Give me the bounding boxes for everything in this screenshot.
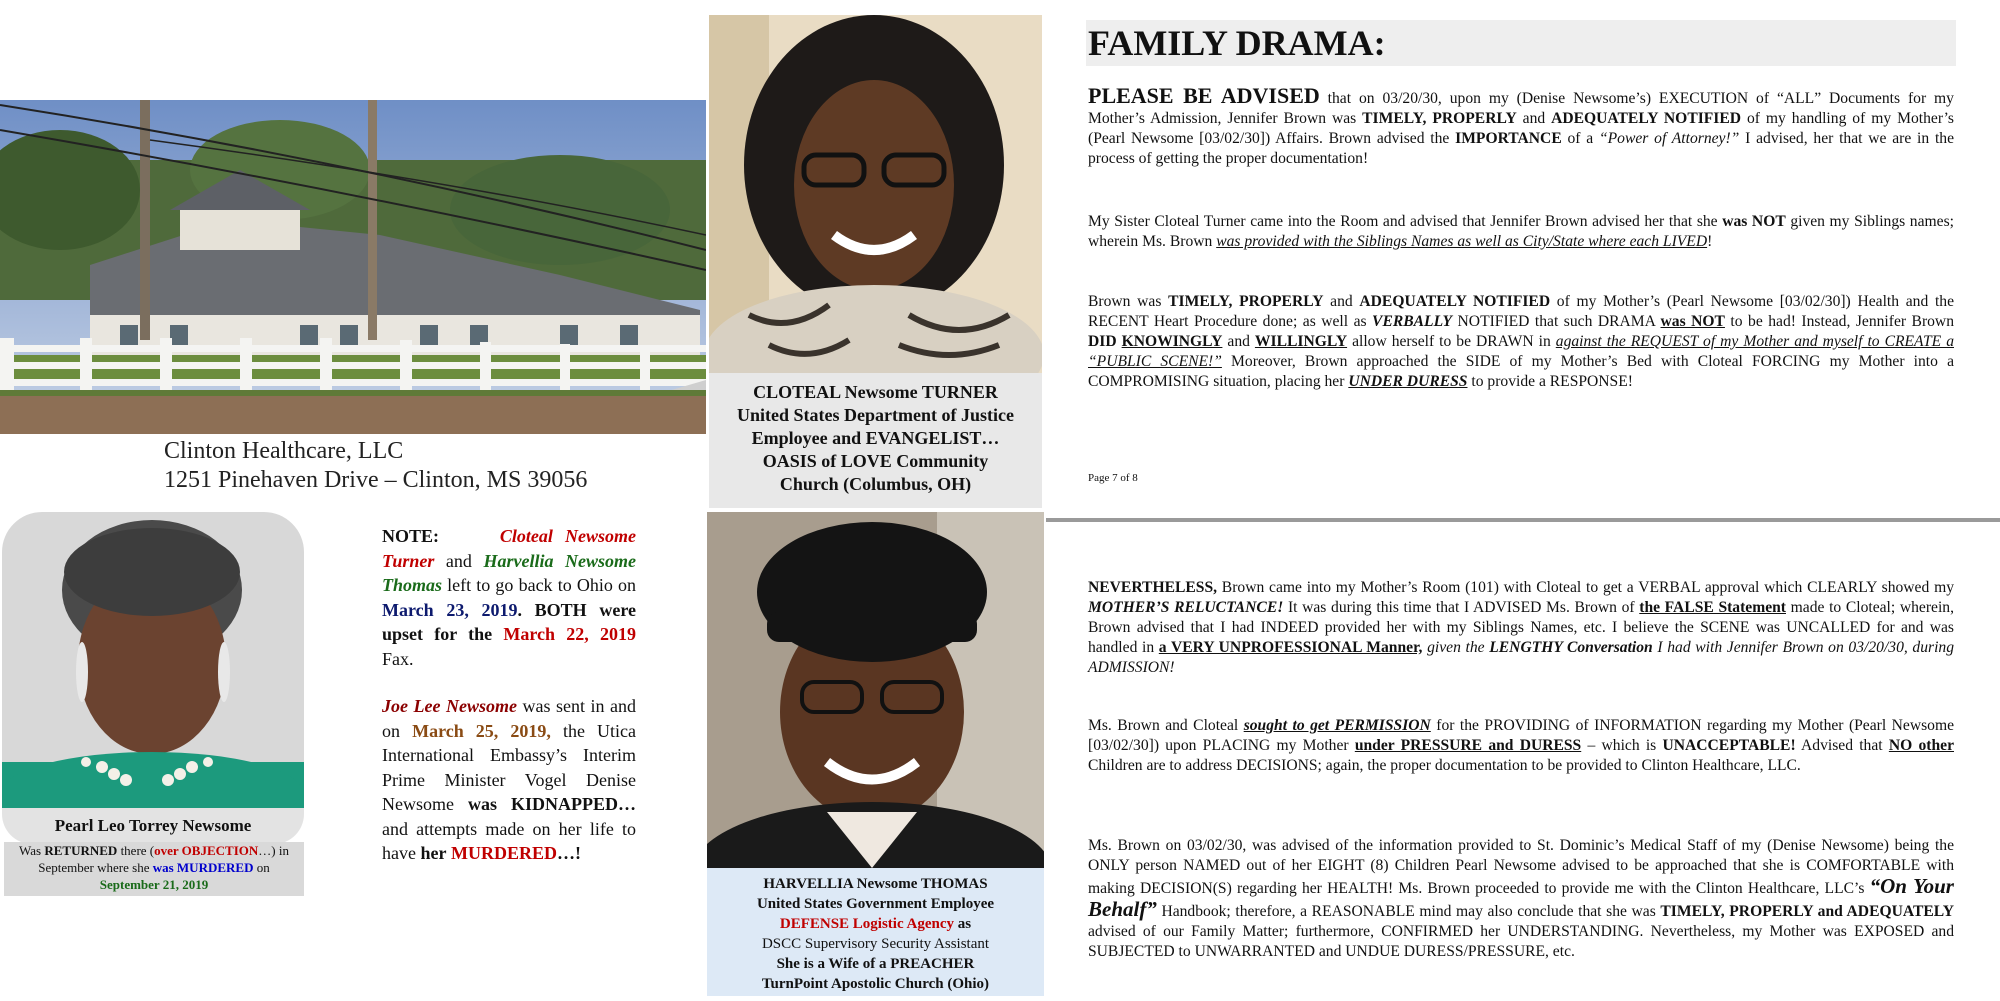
cloteal-line-4: OASIS of LOVE Community — [762, 451, 989, 471]
harvellia-line-1: HARVELLIA Newsome THOMAS — [763, 876, 988, 892]
page-title: FAMILY DRAMA: — [1086, 20, 1956, 66]
harvellia-line-4: DSCC Supervisory Security Assistant — [761, 936, 990, 952]
harvellia-line-5: She is a Wife of a PREACHER — [776, 956, 975, 972]
para-text: allow herself to be DRAWN in — [1347, 333, 1556, 350]
page2-paragraph-1 — [1088, 578, 1954, 678]
para-bold-underline: KNOWINGLY — [1121, 333, 1223, 350]
note-upset: . BOTH were upset for the — [382, 599, 636, 644]
para-text: Moreover, Brown approached the SIDE of my Mother’s Bed with Cloteal FORCING my Mother into a COMPROMISING situation, placing her — [1088, 353, 1954, 390]
para-bold-underline: under PRESSURE and DURESS — [1354, 737, 1582, 754]
note-murdered: MURDERED — [450, 843, 557, 863]
para-text: Advised that — [1795, 737, 1889, 754]
page1-paragraph-2 — [1088, 212, 1954, 252]
note-text: was sent in and on — [382, 696, 637, 741]
harvellia-agency: DEFENSE Logistic Agency — [779, 916, 955, 932]
cloteal-photo — [709, 15, 1042, 373]
page-number: Page 7 of 8 — [1088, 472, 1138, 484]
para-text: and — [1323, 293, 1360, 310]
pearl-name: Pearl Leo Torrey Newsome — [2, 808, 304, 844]
cloteal-line-5: Church (Columbus, OH) — [779, 474, 972, 494]
para-bold-underline: NO other — [1888, 737, 1954, 754]
pearl-note-returned: RETURNED — [44, 843, 118, 858]
please-be-advised: PLEASE BE ADVISED — [1088, 83, 1320, 108]
para-bold-underline: was NOT — [1660, 313, 1725, 330]
note-text: the Utica International Embassy’s Interim Prime Minister Vogel Denise Newsome — [382, 720, 637, 814]
facility-name: Clinton Healthcare, LLC — [164, 438, 404, 464]
para-bold-italic: VERBALLY — [1372, 313, 1453, 330]
para-text: of my handling of my Mother’s (Pearl Newsome [03/02/30]) Affairs. Brown advised the — [1088, 110, 1954, 147]
note-date-march22: March 22, 2019 — [503, 624, 636, 644]
para-bold: TIMELY, PROPERLY — [1362, 110, 1517, 127]
cloteal-line-1: CLOTEAL Newsome TURNER — [753, 382, 998, 402]
page1-paragraph-1 — [1088, 83, 1954, 169]
note-date-march23: March 23, 2019 — [382, 599, 518, 620]
para-bold-italic-underline: UNDER DURESS — [1348, 373, 1468, 390]
para-text: and — [1516, 110, 1552, 127]
pearl-note-murdered: was MURDERED — [152, 860, 254, 875]
pearl-portrait — [2, 512, 304, 808]
note-text: Fax. — [382, 648, 414, 669]
page-separator — [1046, 518, 2000, 522]
para-text: Ms. Brown and Cloteal — [1088, 717, 1244, 734]
para-text: Handbook; therefore, a REASONABLE mind may also conclude that she was — [1156, 903, 1661, 920]
para-italic: given the — [1422, 639, 1490, 656]
para-text: to be had! Instead, Jennifer Brown — [1724, 313, 1954, 330]
para-bold-italic: LENGTHY Conversation — [1489, 639, 1653, 656]
facility-address: 1251 Pinehaven Drive – Clinton, MS 39056 — [164, 467, 588, 493]
para-text: NOTIFIED that such DRAMA — [1452, 313, 1661, 330]
pearl-note-date: September 21, 2019 — [99, 877, 209, 892]
facility-caption — [150, 437, 706, 501]
cloteal-line-3: Employee and EVANGELIST… — [751, 428, 1000, 448]
note-cloteal: Cloteal Newsome Turner — [382, 526, 636, 571]
harvellia-line-2: United States Government Employee — [756, 896, 995, 912]
para-bold: was NOT — [1722, 213, 1786, 230]
para-bold-italic-underline: sought to get PERMISSION — [1243, 717, 1431, 734]
para-text: I advised, her that we are in the process of getting the proper documentation! — [1088, 130, 1954, 167]
facility-photo — [0, 100, 706, 434]
pearl-note — [4, 842, 304, 896]
note-harvellia: Harvellia Newsome Thomas — [382, 550, 636, 595]
note-her: her — [420, 843, 447, 863]
para-text: ! — [1707, 233, 1713, 250]
harvellia-line-6: TurnPoint Apostolic Church (Ohio) — [761, 976, 990, 992]
para-italic-underline: against the REQUEST of my Mother and myself to CREATE a “PUBLIC SCENE!” — [1088, 333, 1954, 370]
para-bold: ADEQUATELY NOTIFIED — [1359, 293, 1551, 310]
para-text: and — [1222, 333, 1255, 350]
note-end: …! — [556, 843, 581, 863]
para-text: of a — [1561, 130, 1599, 147]
para-text: of my Mother’s (Pearl Newsome [03/02/30]) Health and the RECENT Heart Procedure done; as well as — [1088, 293, 1955, 330]
note-text: and — [434, 550, 484, 571]
para-bold-underline: a VERY UNPROFESSIONAL Manner, — [1158, 639, 1423, 656]
pearl-note-text: …) in September where she — [38, 843, 289, 875]
harvellia-portrait — [707, 512, 1044, 868]
para-bold: ADEQUATELY NOTIFIED — [1551, 110, 1742, 127]
para-bold: IMPORTANCE — [1455, 130, 1562, 147]
para-text: made to Cloteal; wherein, Brown advised that I had INDEED provided her with my Siblings Names, etc. I believe the SCENE was UNCALLED for and was handled in — [1088, 599, 1954, 656]
pearl-note-objection: over OBJECTION — [154, 843, 259, 858]
cloteal-caption — [709, 373, 1042, 508]
para-text: Ms. Brown on 03/02/30, was advised of the information provided to St. Dominic’s Medical Staff of my (Denise Newsome) being the ONLY person NAMED out of her EIGHT (8) Children Pearl Newsome advised to be approached that she is COMFORTABLE with making DECISION(S) regarding her HEALTH! Ms. Brown proceeded to provide me with the Clinton Healthcare, LLC’s — [1088, 837, 1954, 897]
page2-paragraph-3 — [1088, 836, 1954, 962]
pearl-note-text: there ( — [117, 843, 155, 858]
harvellia-photo — [707, 512, 1044, 868]
facility-image — [0, 100, 706, 434]
para-text: It was during this time that I ADVISED Ms. Brown of — [1283, 599, 1640, 616]
note-paragraph-2 — [382, 694, 636, 866]
para-italic: I had with Jennifer Brown on 03/20/30, during ADMISSION! — [1088, 639, 1955, 676]
para-bold-italic: MOTHER’S RELUCTANCE! — [1088, 599, 1284, 616]
pearl-photo — [2, 512, 304, 808]
note-label: NOTE: — [382, 526, 440, 546]
para-text: for the PROVIDING of INFORMATION regarding my Mother (Pearl Newsome [03/02/30]) upon PLACING my Mother — [1088, 717, 1954, 754]
pearl-note-text: Was — [19, 843, 45, 858]
cloteal-portrait — [709, 15, 1042, 373]
page1-paragraph-3 — [1088, 292, 1954, 392]
para-bold-underline: the FALSE Statement — [1639, 599, 1786, 616]
para-bold: UNACCEPTABLE! — [1662, 737, 1796, 754]
page2-paragraph-2 — [1088, 716, 1954, 776]
para-text: Children are to address DECISIONS; again, the proper documentation to be provided to Clinton Healthcare, LLC. — [1088, 757, 1801, 774]
para-text: advised of our Family Matter; furthermore, CONFIRMED her UNDERSTANDING. Nevertheless, my Mother was EXPOSED and SUBJECTED to UNWARRANTED and UNDUE DURESS/PRESSURE, etc. — [1088, 923, 1954, 960]
note-joe: Joe Lee Newsome — [382, 696, 517, 716]
para-text: – which is — [1581, 737, 1663, 754]
para-text: to provide a RESPONSE! — [1467, 373, 1633, 390]
para-italic-underline: was provided with the Siblings Names as well as City/State where each LIVED — [1216, 233, 1708, 250]
note-date-march25: March 25, 2019, — [412, 720, 551, 741]
on-your-behalf: “On Your Behalf” — [1088, 874, 1954, 921]
note-paragraph-1 — [382, 524, 636, 671]
pearl-card — [2, 512, 304, 896]
para-text: Brown came into my Mother’s Room (101) with Cloteal to get a VERBAL approval which CLEARLY showed my — [1217, 579, 1954, 596]
harvellia-line-3 — [707, 914, 1044, 934]
note-text: left to go back to Ohio on — [442, 575, 636, 595]
para-text: that on 03/20/30, upon my (Denise Newsome’s) EXECUTION of “ALL” Documents for my Mother’s Admission, Jennifer Brown was — [1088, 90, 1954, 127]
document-page-7 — [1046, 0, 2000, 520]
harvellia-as: as — [954, 916, 972, 932]
para-bold: TIMELY, PROPERLY and ADEQUATELY — [1660, 903, 1954, 920]
cloteal-line-2: United States Department of Justice — [737, 405, 1014, 425]
harvellia-caption — [707, 868, 1044, 996]
para-text: My Sister Cloteal Turner came into the Room and advised that Jennifer Brown advised her that she — [1088, 213, 1723, 230]
para-bold: DID — [1088, 333, 1117, 350]
para-text: Brown was — [1088, 293, 1169, 310]
note-block — [382, 524, 636, 889]
para-bold: TIMELY, PROPERLY — [1168, 293, 1324, 310]
para-text: given my Siblings names; wherein Ms. Brown — [1088, 213, 1954, 250]
para-bold-underline: WILLINGLY — [1254, 333, 1348, 350]
note-kidnapped: was KIDNAPPED… — [467, 794, 636, 814]
note-text: and attempts made on her life to have — [382, 818, 636, 863]
pearl-note-text: on — [253, 860, 270, 875]
para-bold: NEVERTHELESS, — [1088, 579, 1218, 596]
para-italic: “Power of Attorney!” — [1598, 130, 1740, 147]
